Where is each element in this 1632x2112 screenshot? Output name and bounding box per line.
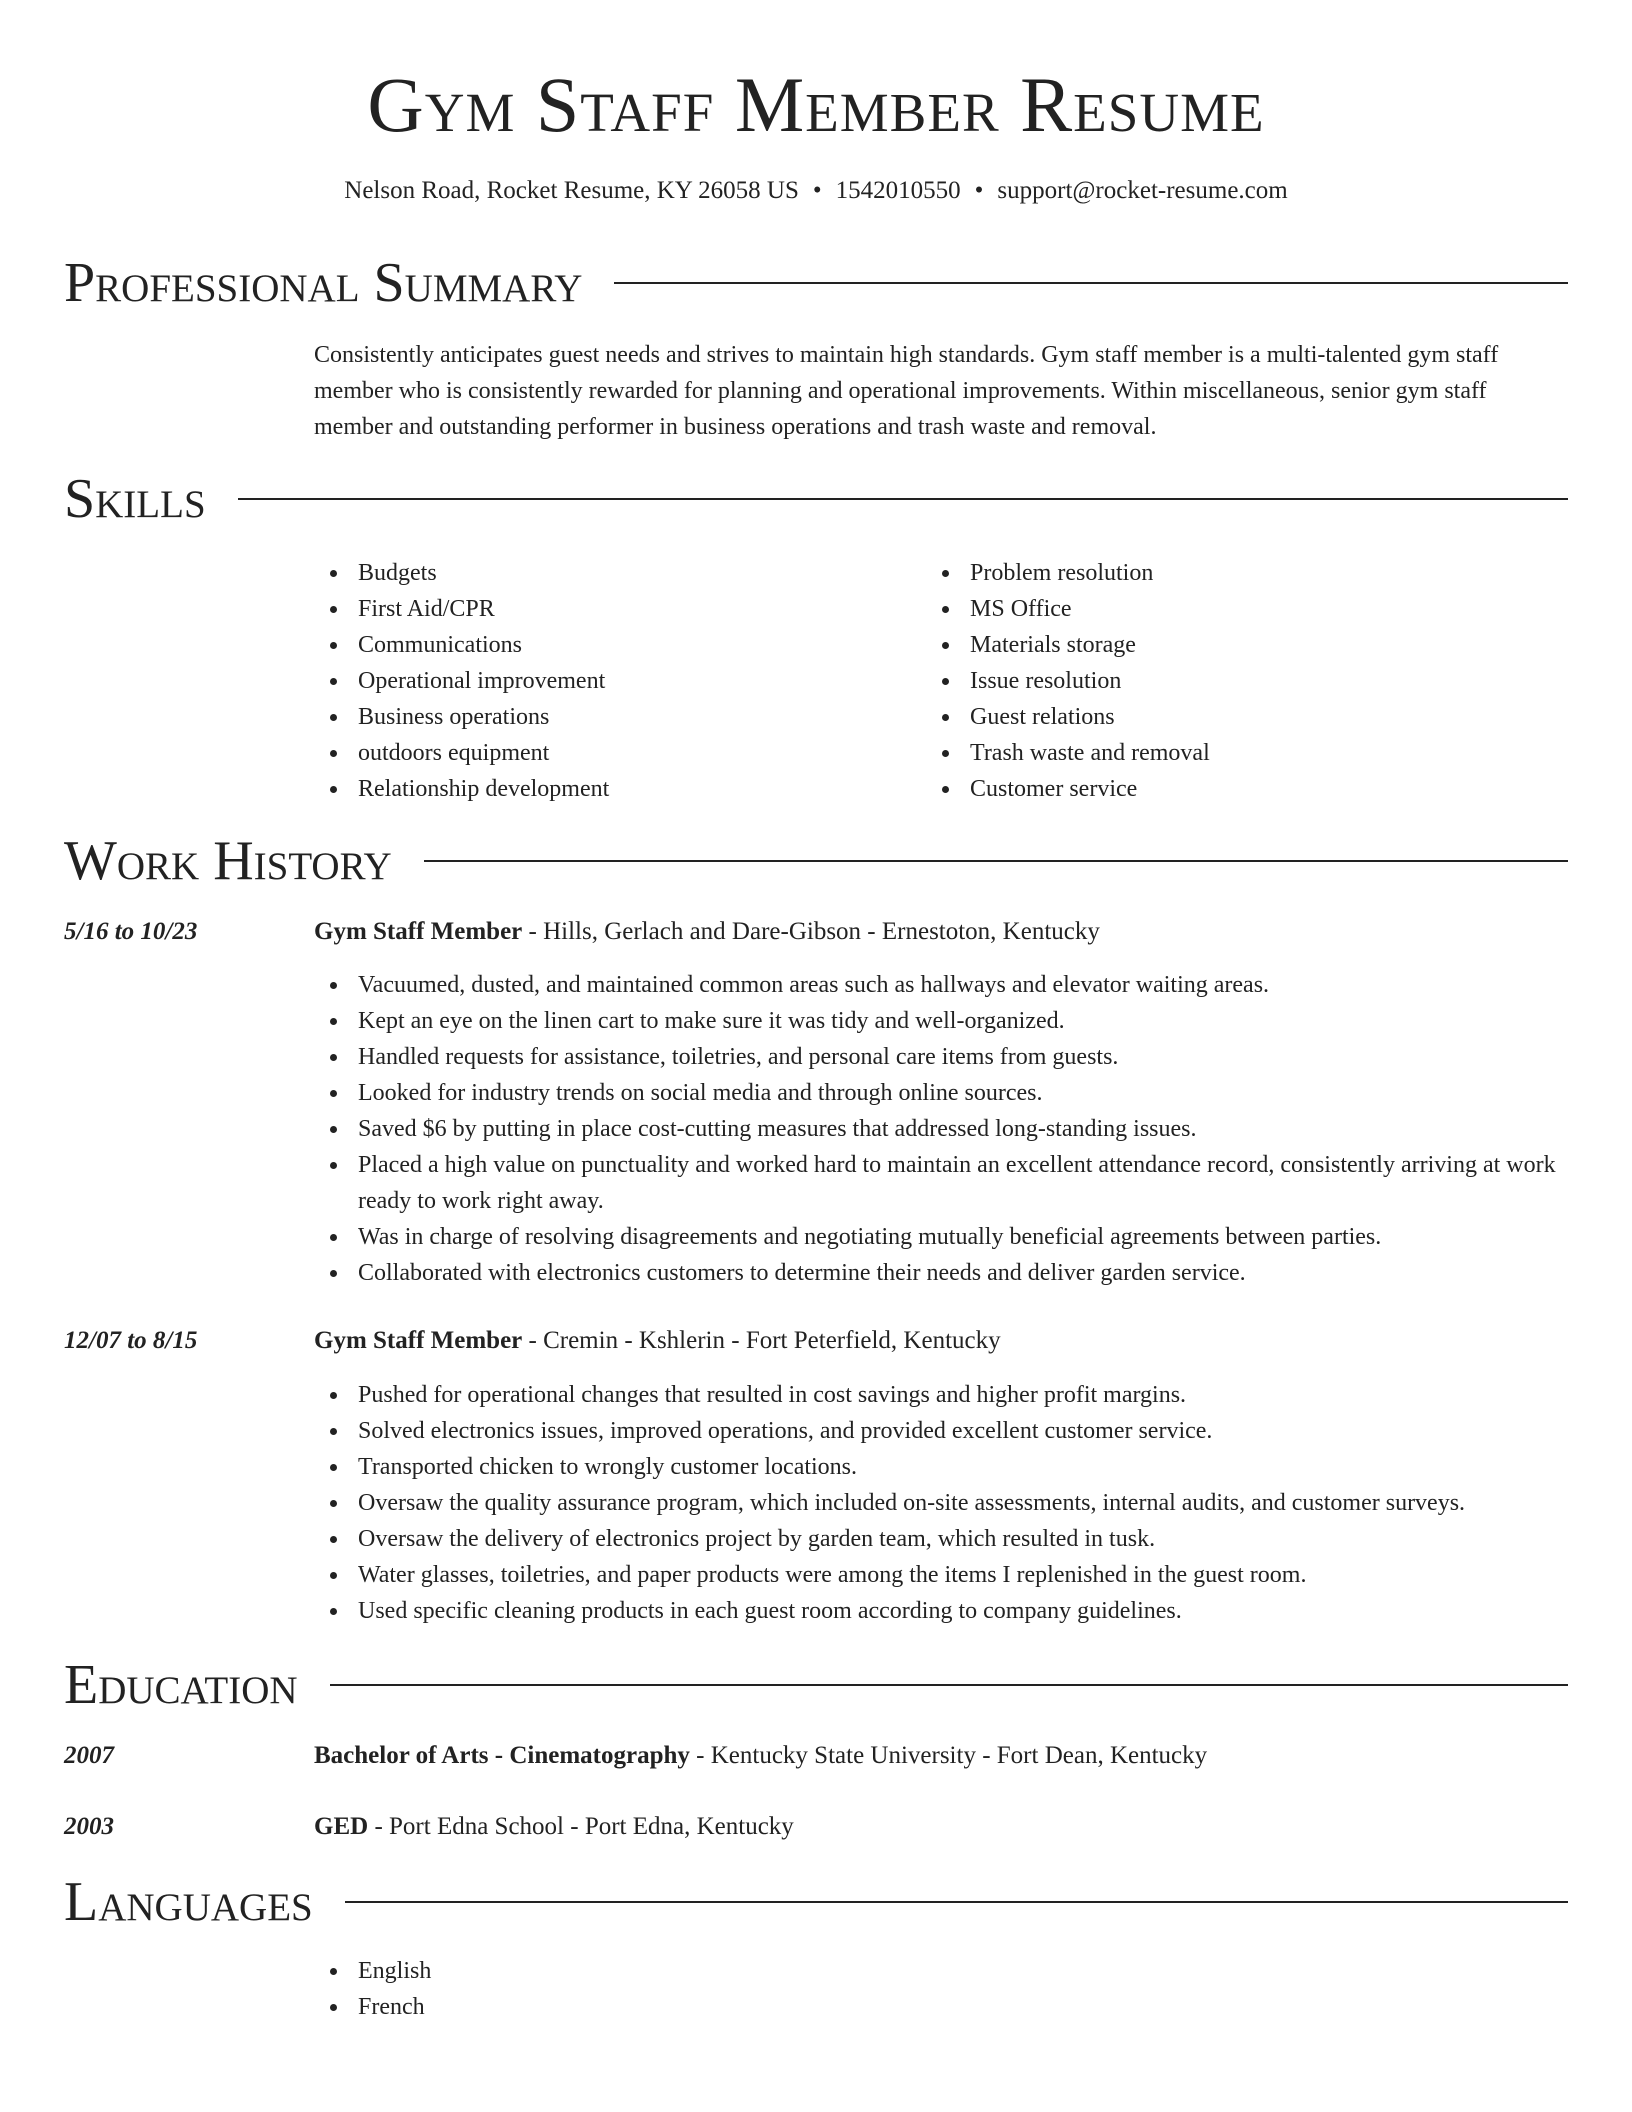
education-year: 2003 xyxy=(64,1813,114,1840)
job-bullet: Looked for industry trends on social media and through online sources. xyxy=(314,1075,1568,1111)
language-item: French xyxy=(314,1989,914,2025)
skill-item: Communications xyxy=(314,627,914,663)
skill-item: Operational improvement xyxy=(314,663,914,699)
languages-list xyxy=(314,1953,914,2025)
job-bullet: Placed a high value on punctuality and worked hard to maintain an excellent attendance record, consistently arriving at work ready to work right away. xyxy=(314,1147,1568,1219)
job-bullet: Water glasses, toiletries, and paper products were among the items I replenished in the guest room. xyxy=(314,1557,1568,1593)
skill-item: Guest relations xyxy=(926,699,1566,735)
job-bullet: Oversaw the delivery of electronics project by garden team, which resulted in tusk. xyxy=(314,1521,1568,1557)
section-divider xyxy=(330,1684,1568,1686)
job-bullet: Oversaw the quality assurance program, which included on-site assessments, internal audits, and customer surveys. xyxy=(314,1485,1568,1521)
skill-item: Relationship development xyxy=(314,771,914,807)
job-bullet: Solved electronics issues, improved operations, and provided excellent customer service. xyxy=(314,1413,1568,1449)
languages-section-header xyxy=(64,1870,1568,1934)
section-divider xyxy=(614,282,1568,284)
job-title-line xyxy=(314,1323,1568,1359)
job-bullet: Handled requests for assistance, toiletries, and personal care items from guests. xyxy=(314,1039,1568,1075)
skill-item: Materials storage xyxy=(926,627,1566,663)
section-divider xyxy=(238,498,1568,500)
section-divider xyxy=(424,860,1568,862)
skill-item: Customer service xyxy=(926,771,1566,807)
skill-item: Issue resolution xyxy=(926,663,1566,699)
skill-item: Trash waste and removal xyxy=(926,735,1566,771)
job-bullets xyxy=(314,1377,1568,1629)
summary-text: Consistently anticipates guest needs and strives to maintain high standards. Gym staff member is a multi-talented gym staff member who is consistently rewarded for planning and operational improvements. Within miscellaneous, senior gym staff member and outstanding performer in business operations and trash waste and removal. xyxy=(314,342,1499,440)
skills-section-header xyxy=(64,467,1568,531)
skill-item: MS Office xyxy=(926,591,1566,627)
education-line xyxy=(314,1809,1568,1845)
contact-line xyxy=(0,174,1632,208)
education-school: - Kentucky State University - Fort Dean, Kentucky xyxy=(689,1742,1208,1769)
job-bullet: Used specific cleaning products in each guest room according to company guidelines. xyxy=(314,1593,1568,1629)
skills-heading: Skills xyxy=(64,468,206,530)
job-title-line xyxy=(314,914,1568,950)
education-line xyxy=(314,1738,1568,1774)
contact-separator: • xyxy=(974,177,984,204)
education-degree: GED xyxy=(314,1813,369,1840)
education-section-header xyxy=(64,1653,1568,1717)
education-school: - Port Edna School - Port Edna, Kentucky xyxy=(368,1813,794,1840)
education-degree: Bachelor of Arts - Cinematography xyxy=(314,1742,690,1769)
resume-title: Gym Staff Member Resume xyxy=(367,61,1265,148)
job-bullet: Kept an eye on the linen cart to make sure it was tidy and well-organized. xyxy=(314,1003,1568,1039)
skills-list-left xyxy=(314,555,914,807)
job-employer: - Hills, Gerlach and Dare-Gibson - Ernestoton, Kentucky xyxy=(522,918,1100,945)
job-dates: 5/16 to 10/23 xyxy=(64,918,198,945)
contact-separator: • xyxy=(812,177,822,204)
job-bullet: Saved $6 by putting in place cost-cutting measures that addressed long-standing issues. xyxy=(314,1111,1568,1147)
languages-heading: Languages xyxy=(64,1871,313,1933)
skill-item: outdoors equipment xyxy=(314,735,914,771)
contact-phone: 1542010550 xyxy=(835,177,961,204)
skills-list-right xyxy=(926,555,1566,807)
skill-item: Business operations xyxy=(314,699,914,735)
job-dates: 12/07 to 8/15 xyxy=(64,1327,198,1354)
job-employer: - Cremin - Kshlerin - Fort Peterfield, Kentucky xyxy=(522,1327,1001,1354)
work-history-section-header xyxy=(64,829,1568,893)
education-heading: Education xyxy=(64,1654,298,1716)
job-bullet: Was in charge of resolving disagreements and negotiating mutually beneficial agreements between parties. xyxy=(314,1219,1568,1255)
summary-heading: Professional Summary xyxy=(64,252,583,314)
job-bullets xyxy=(314,967,1568,1291)
education-year: 2007 xyxy=(64,1742,114,1769)
skill-item: First Aid/CPR xyxy=(314,591,914,627)
language-item: English xyxy=(314,1953,914,1989)
job-bullet: Vacuumed, dusted, and maintained common areas such as hallways and elevator waiting areas. xyxy=(314,967,1568,1003)
work-history-heading: Work History xyxy=(64,830,392,892)
contact-address: Nelson Road, Rocket Resume, KY 26058 US xyxy=(344,177,799,204)
section-divider xyxy=(345,1901,1568,1903)
job-bullet: Pushed for operational changes that resulted in cost savings and higher profit margins. xyxy=(314,1377,1568,1413)
contact-email: support@rocket-resume.com xyxy=(997,177,1288,204)
job-bullet: Transported chicken to wrongly customer locations. xyxy=(314,1449,1568,1485)
job-title: Gym Staff Member xyxy=(314,1327,523,1354)
summary-section-header xyxy=(64,251,1568,315)
skill-item: Budgets xyxy=(314,555,914,591)
job-bullet: Collaborated with electronics customers to determine their needs and deliver garden service. xyxy=(314,1255,1568,1291)
job-title: Gym Staff Member xyxy=(314,918,523,945)
skill-item: Problem resolution xyxy=(926,555,1566,591)
